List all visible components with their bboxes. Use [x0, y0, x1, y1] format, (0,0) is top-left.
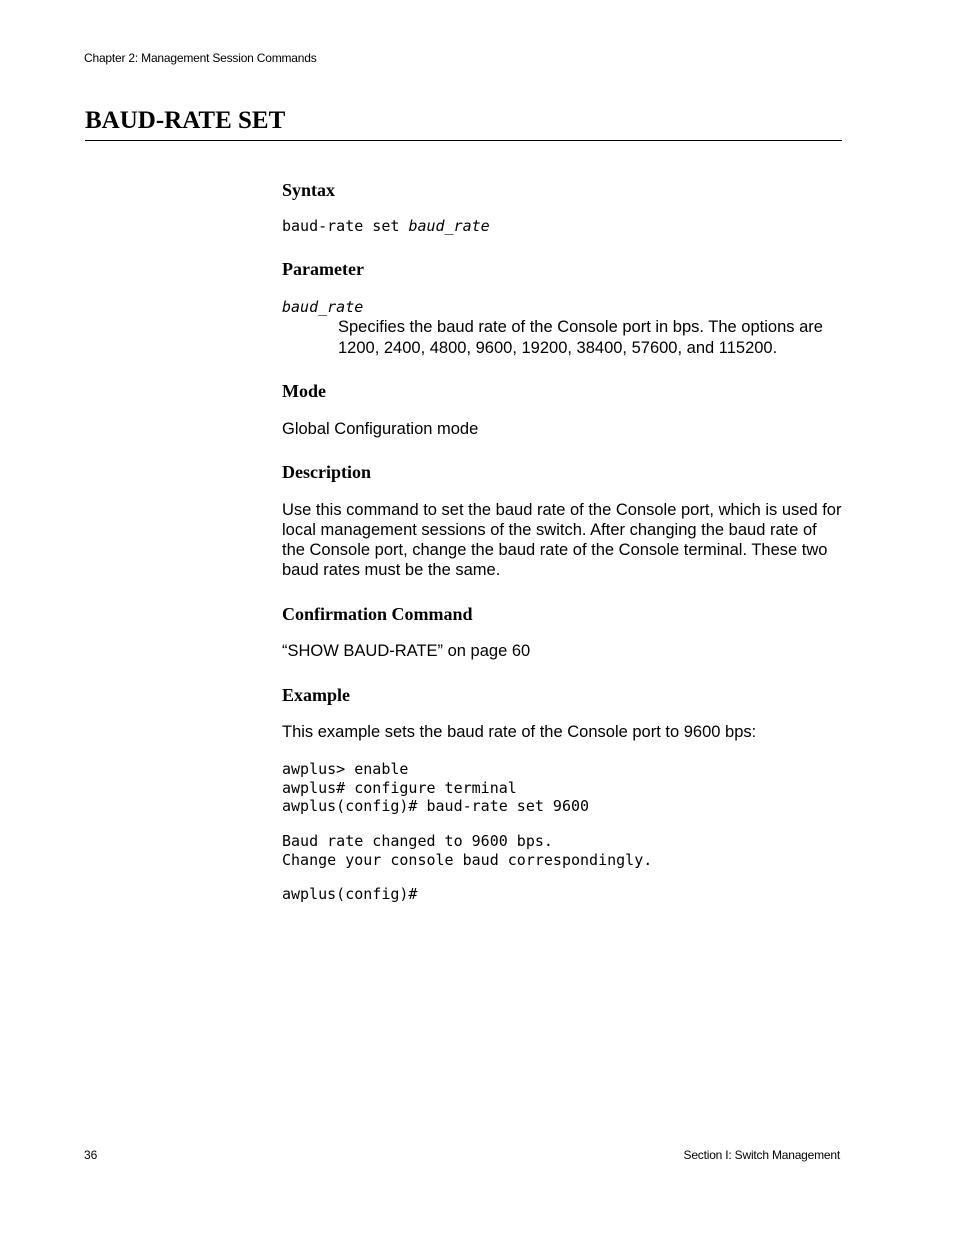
example-output: Baud rate changed to 9600 bps. Change your console baud correspondingly.: [282, 832, 653, 869]
page-number: 36: [84, 1148, 98, 1162]
example-heading: Example: [282, 685, 351, 705]
example-commands: awplus> enable awplus# configure terminal awplus(config)# baud-rate set 9600: [282, 760, 590, 815]
syntax-line: [282, 217, 490, 235]
running-head: Chapter 2: Management Session Commands: [84, 51, 317, 65]
mode-text: Global Configuration mode: [282, 420, 479, 438]
title-rule: [85, 140, 842, 141]
example-prompt: awplus(config)#: [282, 885, 418, 903]
parameter-name: baud_rate: [282, 298, 364, 316]
mode-heading: Mode: [282, 381, 326, 401]
example-intro: This example sets the baud rate of the Console port to 9600 bps:: [282, 723, 757, 741]
description-heading: Description: [282, 462, 371, 482]
section-label: Section I: Switch Management: [683, 1148, 840, 1162]
confirmation-link[interactable]: “SHOW BAUD-RATE” on page 60: [282, 642, 531, 660]
parameter-heading: Parameter: [282, 259, 364, 279]
parameter-description: Specifies the baud rate of the Console port in bps. The options are 1200, 2400, 4800, 9600, 19200, 38400, 57600, and 115200.: [338, 318, 823, 357]
description-text: Use this command to set the baud rate of the Console port, which is used for local management sessions of the switch. After changing the baud rate of the Console port, change the baud rate of the Console terminal. These two baud rates must be the same.: [282, 501, 842, 579]
syntax-argument: baud_rate: [408, 217, 490, 235]
syntax-heading: Syntax: [282, 180, 336, 200]
confirmation-heading: Confirmation Command: [282, 604, 473, 624]
page-title: BAUD-RATE SET: [85, 107, 286, 134]
syntax-command: baud-rate set: [282, 217, 409, 235]
